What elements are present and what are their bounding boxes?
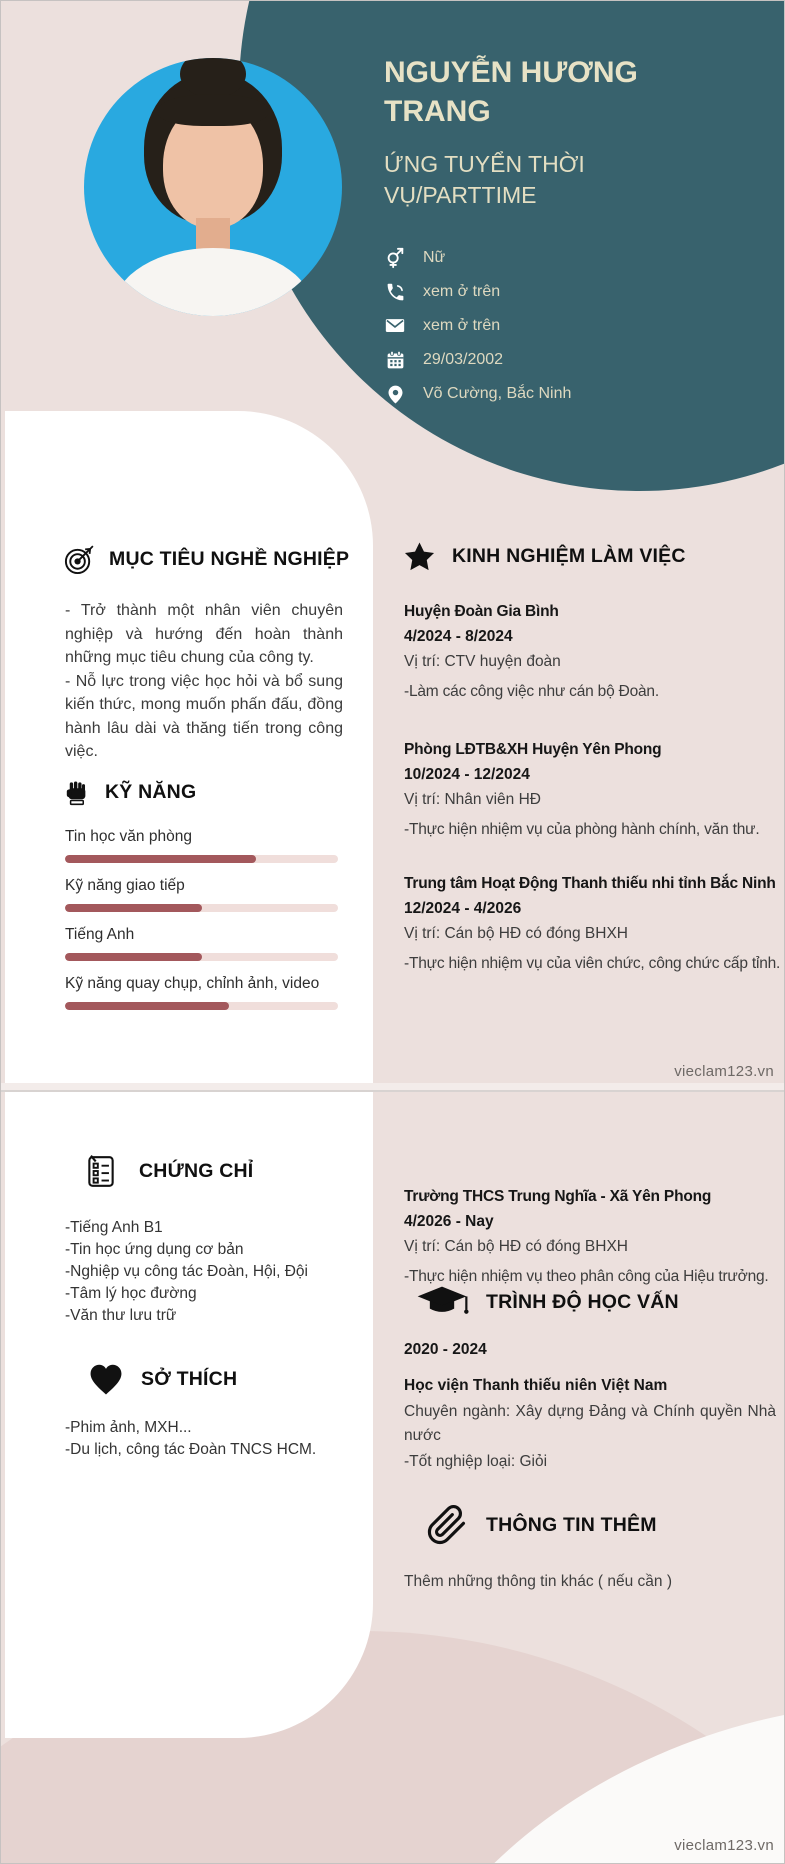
address-value: Võ Cường, Bắc Ninh <box>423 385 572 402</box>
graduation-cap-icon <box>414 1284 470 1321</box>
experience-description: -Thực hiện nhiệm vụ của viên chức, công chức cấp tỉnh. <box>404 955 781 972</box>
objective-title: MỤC TIÊU NGHỀ NGHIỆP <box>109 548 350 570</box>
skill-bar-track <box>65 1002 338 1010</box>
fist-icon <box>63 779 90 806</box>
star-icon <box>404 541 435 572</box>
skill-bar-track <box>65 953 338 961</box>
applied-position: ỨNG TUYỂN THỜI VỤ/PARTTIME <box>384 151 585 208</box>
location-pin-icon <box>384 383 406 405</box>
skill-bar-fill <box>65 953 202 961</box>
experience-period: 4/2024 - 8/2024 <box>404 628 513 645</box>
additional-note: Thêm những thông tin khác ( nếu cần ) <box>404 1573 673 1590</box>
birthday-value: 29/03/2002 <box>423 351 504 368</box>
experience-company: Huyện Đoàn Gia Bình <box>404 603 559 620</box>
experience-entry <box>404 1184 776 1286</box>
hobbies-section-header <box>87 1361 237 1397</box>
hobbies-title: SỞ THÍCH <box>141 1367 238 1390</box>
education-major: Chuyên ngành: Xây dựng Đảng và Chính quyền Nhà nước <box>404 1403 776 1444</box>
phone-icon <box>384 281 406 303</box>
objective-paragraph: - Trở thành một nhân viên chuyên nghiệp và hướng đến hoàn thành những mục tiêu chung của công ty. <box>65 602 343 666</box>
gender-icon <box>384 247 406 269</box>
additional-section-header <box>426 1504 657 1546</box>
skill-bar-fill <box>65 1002 229 1010</box>
skill-row <box>65 877 338 912</box>
contact-row-phone <box>384 275 571 309</box>
objective-text <box>65 599 343 764</box>
watermark: vieclam123.vn <box>674 1063 774 1080</box>
skill-bar-fill <box>65 904 202 912</box>
experience-title: KINH NGHIỆM LÀM VIỆC <box>452 545 686 567</box>
certificate-item: -Tin học ứng dụng cơ bản <box>65 1241 244 1258</box>
certificate-item: -Văn thư lưu trữ <box>65 1307 177 1324</box>
certificates-list <box>65 1217 355 1327</box>
candidate-name: NGUYỄN HƯƠNG TRANG <box>384 56 638 128</box>
experience-entry <box>404 599 776 701</box>
skill-bar-fill <box>65 855 256 863</box>
objective-section-header <box>63 543 349 576</box>
hobby-item: -Du lịch, công tác Đoàn TNCS HCM. <box>65 1441 317 1458</box>
contact-row-address <box>384 377 571 411</box>
skills-section-header <box>63 779 196 806</box>
contact-row-email <box>384 309 571 343</box>
experience-position: Vị trí: Nhân viên HĐ <box>404 791 541 808</box>
skill-label: Kỹ năng quay chụp, chỉnh ảnh, video <box>65 975 320 992</box>
experience-description: -Làm các công việc như cán bộ Đoàn. <box>404 683 659 700</box>
page-break-band <box>1 1083 785 1090</box>
checklist-icon <box>83 1153 119 1189</box>
experience-company: Trường THCS Trung Nghĩa - Xã Yên Phong <box>404 1188 712 1205</box>
photo-hairline <box>158 94 268 126</box>
experience-position: Vị trí: CTV huyện đoàn <box>404 653 561 670</box>
skill-label: Tiếng Anh <box>65 926 135 943</box>
contact-list <box>384 241 571 411</box>
skill-label: Tin học văn phòng <box>65 828 192 845</box>
skills-list <box>65 828 338 1024</box>
skill-row <box>65 975 338 1010</box>
experience-position: Vị trí: Cán bộ HĐ có đóng BHXH <box>404 1238 628 1255</box>
education-period: 2020 - 2024 <box>404 1341 487 1358</box>
certificates-section-header <box>83 1153 253 1189</box>
skills-title: KỸ NĂNG <box>105 781 197 803</box>
education-grade: -Tốt nghiệp loại: Giỏi <box>404 1453 548 1470</box>
mail-icon <box>384 315 406 337</box>
experience-period: 4/2026 - Nay <box>404 1213 494 1230</box>
contact-row-birthday <box>384 343 571 377</box>
education-school: Học viện Thanh thiếu niên Việt Nam <box>404 1377 668 1394</box>
contact-row-gender <box>384 241 571 275</box>
target-icon <box>63 543 96 576</box>
email-value: xem ở trên <box>423 317 501 334</box>
watermark: vieclam123.vn <box>674 1837 774 1854</box>
certificate-item: -Tâm lý học đường <box>65 1285 197 1302</box>
experience-period: 12/2024 - 4/2026 <box>404 900 522 917</box>
gender-value: Nữ <box>423 249 446 266</box>
skill-row <box>65 828 338 863</box>
experience-company: Phòng LĐTB&XH Huyện Yên Phong <box>404 741 662 758</box>
experience-company: Trung tâm Hoạt Động Thanh thiếu nhi tỉnh Bắc Ninh <box>404 875 776 892</box>
skill-row <box>65 926 338 961</box>
education-section-header <box>414 1284 679 1321</box>
paperclip-icon <box>426 1504 468 1546</box>
experience-entry <box>404 871 781 973</box>
certificate-item: -Tiếng Anh B1 <box>65 1219 163 1236</box>
hobby-item: -Phim ảnh, MXH... <box>65 1419 192 1436</box>
calendar-icon <box>384 349 406 371</box>
certificate-item: -Nghiệp vụ công tác Đoàn, Hội, Đội <box>65 1263 308 1280</box>
experience-period: 10/2024 - 12/2024 <box>404 766 530 783</box>
hobbies-list <box>65 1417 355 1461</box>
skill-label: Kỹ năng giao tiếp <box>65 877 185 894</box>
experience-position: Vị trí: Cán bộ HĐ có đóng BHXH <box>404 925 628 942</box>
experience-section-header <box>404 541 686 572</box>
page-break-line <box>1 1090 785 1092</box>
skill-bar-track <box>65 855 338 863</box>
education-title: TRÌNH ĐỘ HỌC VẤN <box>486 1291 679 1313</box>
experience-entry <box>404 737 776 839</box>
objective-paragraph: - Nỗ lực trong việc học hỏi và bổ sung kiến thức, mong muốn phấn đấu, đồng hành lâu dài và thăng tiến trong công việc. <box>65 672 343 760</box>
phone-value: xem ở trên <box>423 283 501 300</box>
experience-description: -Thực hiện nhiệm vụ của phòng hành chính, văn thư. <box>404 821 760 838</box>
additional-title: THÔNG TIN THÊM <box>486 1513 657 1536</box>
certificates-title: CHỨNG CHỈ <box>139 1159 254 1182</box>
experience-description: -Thực hiện nhiệm vụ theo phân công của Hiệu trưởng. <box>404 1268 769 1285</box>
skill-bar-track <box>65 904 338 912</box>
profile-photo <box>84 58 342 316</box>
heart-icon <box>87 1361 125 1397</box>
photo-shirt <box>114 248 312 316</box>
